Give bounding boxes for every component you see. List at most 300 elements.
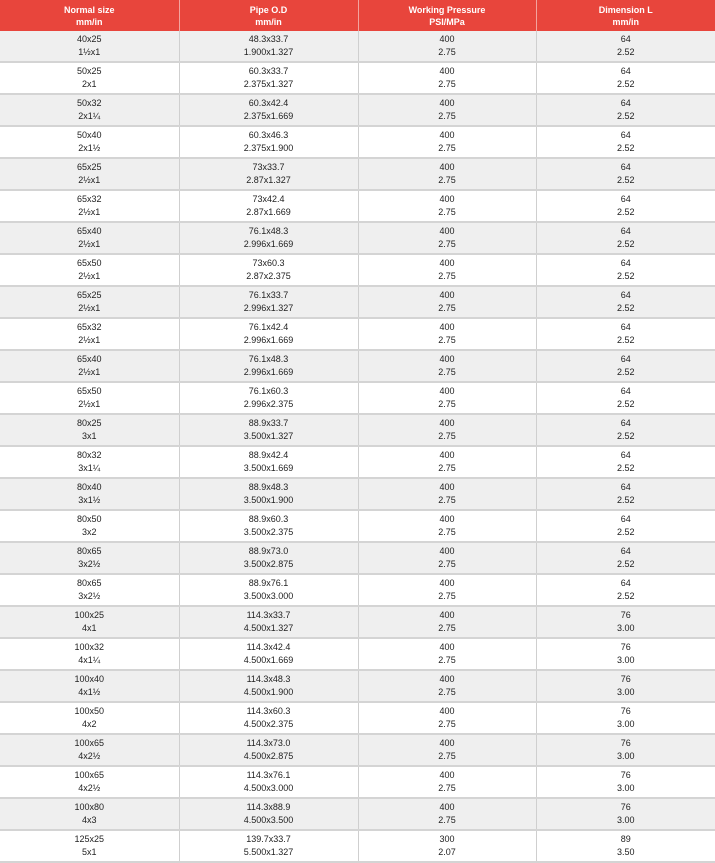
working-pressure-cell <box>358 446 536 478</box>
cell-value: 64 <box>620 354 631 364</box>
cell-value: 76 <box>620 706 631 716</box>
header-unit: mm/in <box>255 16 282 27</box>
cell-value: 50x40 <box>76 130 102 140</box>
cell-value: 400 <box>439 258 455 268</box>
cell-value: 400 <box>439 322 455 332</box>
dimension-l-cell <box>536 414 715 446</box>
pipe-od-cell <box>179 414 358 446</box>
cell-value: 65x32 <box>76 194 102 204</box>
pipe-od-cell <box>179 702 358 734</box>
pipe-od-cell <box>179 734 358 766</box>
cell-value: 60.3x33.7 <box>248 66 289 76</box>
header-label: Working Pressure <box>408 4 486 15</box>
working-pressure-cell <box>358 734 536 766</box>
table-row <box>0 798 715 830</box>
cell-value: 2.87x2.375 <box>246 271 291 281</box>
cell-value: 3.00 <box>616 751 635 761</box>
pipe-od-cell <box>179 670 358 702</box>
cell-value: 4.500x2.375 <box>243 719 294 729</box>
cell-value: 3x1½ <box>78 495 101 505</box>
header-unit: PSI/MPa <box>429 16 465 27</box>
cell-value: 76 <box>620 770 631 780</box>
normal-size-cell <box>0 830 179 862</box>
cell-value: 2.996x2.375 <box>243 399 294 409</box>
cell-value: 400 <box>439 802 455 812</box>
cell-value: 2.75 <box>438 559 456 569</box>
cell-value: 76 <box>620 802 631 812</box>
cell-value: 80x65 <box>76 546 102 556</box>
cell-value: 400 <box>439 610 455 620</box>
cell-value: 2.75 <box>438 207 456 217</box>
header-unit: mm/in <box>612 16 639 27</box>
cell-value: 400 <box>439 130 455 140</box>
cell-value: 60.3x46.3 <box>248 130 289 140</box>
cell-value: 89 <box>620 834 631 844</box>
cell-value: 2.52 <box>616 367 635 377</box>
pipe-od-cell <box>179 510 358 542</box>
dimension-l-cell <box>536 542 715 574</box>
pipe-od-cell <box>179 286 358 318</box>
cell-value: 3.500x1.327 <box>243 431 294 441</box>
cell-value: 114.3x48.3 <box>246 674 291 684</box>
cell-value: 100x25 <box>74 610 105 620</box>
cell-value: 2.52 <box>616 111 635 121</box>
cell-value: 1½x1 <box>78 47 101 57</box>
cell-value: 2½x1 <box>78 271 101 281</box>
table-row <box>0 446 715 478</box>
cell-value: 64 <box>620 578 631 588</box>
cell-value: 4x1¼ <box>78 655 101 665</box>
cell-value: 2.375x1.669 <box>243 111 294 121</box>
cell-value: 2½x1 <box>78 239 101 249</box>
dimension-l-cell <box>536 734 715 766</box>
cell-value: 114.3x60.3 <box>246 706 291 716</box>
cell-value: 80x65 <box>76 578 102 588</box>
cell-value: 3.00 <box>616 687 635 697</box>
normal-size-cell <box>0 638 179 670</box>
pipe-od-cell <box>179 574 358 606</box>
cell-value: 100x40 <box>74 674 105 684</box>
cell-value: 400 <box>439 674 455 684</box>
dimension-l-cell <box>536 574 715 606</box>
cell-value: 2½x1 <box>78 367 101 377</box>
normal-size-cell <box>0 350 179 382</box>
table-row <box>0 286 715 318</box>
cell-value: 65x40 <box>76 354 102 364</box>
cell-value: 2.75 <box>438 143 456 153</box>
table-row <box>0 254 715 286</box>
cell-value: 2.52 <box>616 207 635 217</box>
cell-value: 2x1½ <box>78 143 101 153</box>
cell-value: 76.1x42.4 <box>248 322 289 332</box>
header-label: Pipe O.D <box>249 4 288 15</box>
cell-value: 4.500x3.000 <box>243 783 294 793</box>
cell-value: 76.1x48.3 <box>248 354 289 364</box>
table-row <box>0 318 715 350</box>
cell-value: 2.52 <box>616 143 635 153</box>
table-row <box>0 382 715 414</box>
cell-value: 2.75 <box>438 335 456 345</box>
cell-value: 4x2½ <box>78 783 101 793</box>
table-row <box>0 638 715 670</box>
working-pressure-cell <box>358 190 536 222</box>
pipe-od-cell <box>179 31 358 62</box>
header-normal-size <box>0 0 179 31</box>
table-row <box>0 126 715 158</box>
cell-value: 76 <box>620 642 631 652</box>
cell-value: 2.52 <box>616 399 635 409</box>
normal-size-cell <box>0 126 179 158</box>
normal-size-cell <box>0 382 179 414</box>
cell-value: 114.3x76.1 <box>246 770 291 780</box>
cell-value: 4.500x2.875 <box>243 751 294 761</box>
pipe-od-cell <box>179 766 358 798</box>
table-row <box>0 94 715 126</box>
working-pressure-cell <box>358 702 536 734</box>
table-row <box>0 158 715 190</box>
cell-value: 3.500x1.669 <box>243 463 294 473</box>
cell-value: 2.52 <box>616 239 635 249</box>
cell-value: 400 <box>439 450 455 460</box>
cell-value: 2.75 <box>438 367 456 377</box>
working-pressure-cell <box>358 126 536 158</box>
cell-value: 80x50 <box>76 514 102 524</box>
cell-value: 76.1x60.3 <box>248 386 289 396</box>
working-pressure-cell <box>358 254 536 286</box>
normal-size-cell <box>0 286 179 318</box>
cell-value: 400 <box>439 578 455 588</box>
cell-value: 64 <box>620 546 631 556</box>
dimension-l-cell <box>536 766 715 798</box>
cell-value: 2½x1 <box>78 335 101 345</box>
cell-value: 65x40 <box>76 226 102 236</box>
cell-value: 139.7x33.7 <box>246 834 291 844</box>
cell-value: 2.75 <box>438 751 456 761</box>
working-pressure-cell <box>358 478 536 510</box>
cell-value: 2.52 <box>616 335 635 345</box>
cell-value: 2.52 <box>616 271 635 281</box>
dimension-l-cell <box>536 606 715 638</box>
table-row <box>0 62 715 94</box>
dimension-l-cell <box>536 286 715 318</box>
cell-value: 400 <box>439 162 455 172</box>
cell-value: 64 <box>620 450 631 460</box>
cell-value: 2.52 <box>616 559 635 569</box>
table-row <box>0 350 715 382</box>
cell-value: 64 <box>620 386 631 396</box>
dimension-l-cell <box>536 446 715 478</box>
pipe-od-cell <box>179 382 358 414</box>
dimension-l-cell <box>536 382 715 414</box>
cell-value: 2.996x1.327 <box>243 303 294 313</box>
dimension-l-cell <box>536 62 715 94</box>
cell-value: 4x1 <box>81 623 97 633</box>
working-pressure-cell <box>358 350 536 382</box>
normal-size-cell <box>0 254 179 286</box>
cell-value: 3.00 <box>616 719 635 729</box>
cell-value: 60.3x42.4 <box>248 98 289 108</box>
pipe-od-cell <box>179 638 358 670</box>
cell-value: 3x1¼ <box>78 463 101 473</box>
cell-value: 400 <box>439 482 455 492</box>
cell-value: 2.75 <box>438 815 456 825</box>
normal-size-cell <box>0 542 179 574</box>
cell-value: 4.500x1.669 <box>243 655 294 665</box>
dimension-l-cell <box>536 318 715 350</box>
cell-value: 2.75 <box>438 303 456 313</box>
cell-value: 65x25 <box>76 162 102 172</box>
dimension-l-cell <box>536 638 715 670</box>
cell-value: 3.500x1.900 <box>243 495 294 505</box>
cell-value: 2½x1 <box>78 175 101 185</box>
cell-value: 3x2½ <box>78 591 101 601</box>
cell-value: 2.75 <box>438 271 456 281</box>
table-row <box>0 734 715 766</box>
table-row <box>0 766 715 798</box>
cell-value: 100x50 <box>74 706 105 716</box>
cell-value: 100x80 <box>74 802 105 812</box>
cell-value: 76 <box>620 674 631 684</box>
pipe-od-cell <box>179 478 358 510</box>
working-pressure-cell <box>358 62 536 94</box>
pipe-od-cell <box>179 542 358 574</box>
cell-value: 2.75 <box>438 527 456 537</box>
cell-value: 2½x1 <box>78 303 101 313</box>
cell-value: 400 <box>439 706 455 716</box>
cell-value: 80x25 <box>76 418 102 428</box>
cell-value: 3.500x3.000 <box>243 591 294 601</box>
normal-size-cell <box>0 734 179 766</box>
normal-size-cell <box>0 606 179 638</box>
cell-value: 64 <box>620 130 631 140</box>
pipe-od-cell <box>179 222 358 254</box>
cell-value: 2.996x1.669 <box>243 239 294 249</box>
cell-value: 2.52 <box>616 591 635 601</box>
cell-value: 2.75 <box>438 655 456 665</box>
cell-value: 3.50 <box>616 847 635 857</box>
cell-value: 125x25 <box>74 834 105 844</box>
table-row <box>0 542 715 574</box>
cell-value: 2½x1 <box>78 399 101 409</box>
pipe-od-cell <box>179 190 358 222</box>
normal-size-cell <box>0 414 179 446</box>
dimension-l-cell <box>536 222 715 254</box>
cell-value: 2.375x1.327 <box>243 79 294 89</box>
cell-value: 5x1 <box>81 847 97 857</box>
cell-value: 50x32 <box>76 98 102 108</box>
cell-value: 4x2 <box>81 719 97 729</box>
cell-value: 400 <box>439 738 455 748</box>
cell-value: 4.500x3.500 <box>243 815 294 825</box>
cell-value: 100x65 <box>74 738 105 748</box>
header-unit: mm/in <box>75 16 103 27</box>
cell-value: 3.00 <box>616 623 635 633</box>
dimension-l-cell <box>536 31 715 62</box>
table-row <box>0 414 715 446</box>
working-pressure-cell <box>358 414 536 446</box>
table-row <box>0 31 715 62</box>
cell-value: 400 <box>439 546 455 556</box>
table-row <box>0 510 715 542</box>
cell-value: 400 <box>439 386 455 396</box>
dimension-l-cell <box>536 254 715 286</box>
dimension-l-cell <box>536 350 715 382</box>
cell-value: 88.9x42.4 <box>248 450 289 460</box>
cell-value: 64 <box>620 482 631 492</box>
cell-value: 400 <box>439 34 455 44</box>
cell-value: 1.900x1.327 <box>243 47 294 57</box>
cell-value: 400 <box>439 770 455 780</box>
cell-value: 4.500x1.327 <box>243 623 294 633</box>
cell-value: 2.75 <box>438 687 456 697</box>
normal-size-cell <box>0 798 179 830</box>
cell-value: 64 <box>620 194 631 204</box>
cell-value: 300 <box>439 834 455 844</box>
table-body <box>0 31 715 862</box>
cell-value: 50x25 <box>76 66 102 76</box>
cell-value: 2.52 <box>616 175 635 185</box>
working-pressure-cell <box>358 798 536 830</box>
cell-value: 3x2 <box>81 527 97 537</box>
working-pressure-cell <box>358 94 536 126</box>
table-row <box>0 190 715 222</box>
cell-value: 2.75 <box>438 463 456 473</box>
cell-value: 48.3x33.7 <box>248 34 289 44</box>
cell-value: 2.52 <box>616 431 635 441</box>
working-pressure-cell <box>358 670 536 702</box>
pipe-od-cell <box>179 350 358 382</box>
cell-value: 3.00 <box>616 655 635 665</box>
normal-size-cell <box>0 702 179 734</box>
cell-value: 114.3x88.9 <box>246 802 291 812</box>
table-row <box>0 830 715 862</box>
table-row <box>0 670 715 702</box>
cell-value: 2.52 <box>616 463 635 473</box>
cell-value: 64 <box>620 322 631 332</box>
normal-size-cell <box>0 94 179 126</box>
cell-value: 400 <box>439 418 455 428</box>
cell-value: 2.07 <box>438 847 456 857</box>
cell-value: 65x50 <box>76 386 102 396</box>
working-pressure-cell <box>358 574 536 606</box>
cell-value: 76 <box>620 610 631 620</box>
cell-value: 2.75 <box>438 783 456 793</box>
cell-value: 88.9x33.7 <box>248 418 289 428</box>
cell-value: 88.9x76.1 <box>248 578 289 588</box>
working-pressure-cell <box>358 830 536 862</box>
cell-value: 2.75 <box>438 623 456 633</box>
working-pressure-cell <box>358 286 536 318</box>
cell-value: 76.1x48.3 <box>248 226 289 236</box>
normal-size-cell <box>0 62 179 94</box>
cell-value: 2x1¼ <box>78 111 101 121</box>
cell-value: 2.75 <box>438 111 456 121</box>
cell-value: 2.87x1.669 <box>246 207 291 217</box>
cell-value: 400 <box>439 514 455 524</box>
cell-value: 64 <box>620 514 631 524</box>
working-pressure-cell <box>358 766 536 798</box>
cell-value: 64 <box>620 98 631 108</box>
pipe-od-cell <box>179 126 358 158</box>
pipe-od-cell <box>179 606 358 638</box>
normal-size-cell <box>0 670 179 702</box>
dimension-l-cell <box>536 670 715 702</box>
cell-value: 3x2½ <box>78 559 101 569</box>
working-pressure-cell <box>358 606 536 638</box>
cell-value: 3.500x2.375 <box>243 527 294 537</box>
cell-value: 2.75 <box>438 47 456 57</box>
table-row <box>0 478 715 510</box>
cell-value: 64 <box>620 162 631 172</box>
cell-value: 88.9x60.3 <box>248 514 289 524</box>
cell-value: 73x33.7 <box>252 162 285 172</box>
header-label: Dimension L <box>598 4 653 15</box>
normal-size-cell <box>0 510 179 542</box>
table-row <box>0 702 715 734</box>
cell-value: 400 <box>439 66 455 76</box>
normal-size-cell <box>0 222 179 254</box>
cell-value: 64 <box>620 66 631 76</box>
cell-value: 2.52 <box>616 79 635 89</box>
cell-value: 400 <box>439 98 455 108</box>
cell-value: 64 <box>620 418 631 428</box>
cell-value: 2.996x1.669 <box>243 335 294 345</box>
cell-value: 4x1½ <box>78 687 101 697</box>
cell-value: 2.52 <box>616 303 635 313</box>
cell-value: 3.00 <box>616 815 635 825</box>
cell-value: 3.500x2.875 <box>243 559 294 569</box>
dimension-l-cell <box>536 478 715 510</box>
cell-value: 2.375x1.900 <box>243 143 294 153</box>
dimension-l-cell <box>536 830 715 862</box>
cell-value: 400 <box>439 226 455 236</box>
cell-value: 80x40 <box>76 482 102 492</box>
normal-size-cell <box>0 158 179 190</box>
working-pressure-cell <box>358 31 536 62</box>
cell-value: 2.75 <box>438 175 456 185</box>
cell-value: 4.500x1.900 <box>243 687 294 697</box>
cell-value: 80x32 <box>76 450 102 460</box>
dimension-l-cell <box>536 702 715 734</box>
cell-value: 88.9x73.0 <box>248 546 289 556</box>
cell-value: 400 <box>439 354 455 364</box>
cell-value: 73x60.3 <box>252 258 285 268</box>
cell-value: 5.500x1.327 <box>243 847 294 857</box>
cell-value: 64 <box>620 226 631 236</box>
table-row <box>0 606 715 638</box>
working-pressure-cell <box>358 510 536 542</box>
cell-value: 100x65 <box>74 770 105 780</box>
cell-value: 2.75 <box>438 591 456 601</box>
cell-value: 2.75 <box>438 719 456 729</box>
cell-value: 400 <box>439 290 455 300</box>
cell-value: 64 <box>620 290 631 300</box>
cell-value: 400 <box>439 642 455 652</box>
cell-value: 2.75 <box>438 239 456 249</box>
cell-value: 2.996x1.669 <box>243 367 294 377</box>
cell-value: 2.75 <box>438 431 456 441</box>
cell-value: 76 <box>620 738 631 748</box>
working-pressure-cell <box>358 318 536 350</box>
cell-value: 114.3x73.0 <box>246 738 291 748</box>
cell-value: 64 <box>620 34 631 44</box>
cell-value: 65x25 <box>76 290 102 300</box>
dimension-l-cell <box>536 94 715 126</box>
table-row <box>0 222 715 254</box>
cell-value: 76.1x33.7 <box>248 290 289 300</box>
normal-size-cell <box>0 478 179 510</box>
dimension-l-cell <box>536 126 715 158</box>
